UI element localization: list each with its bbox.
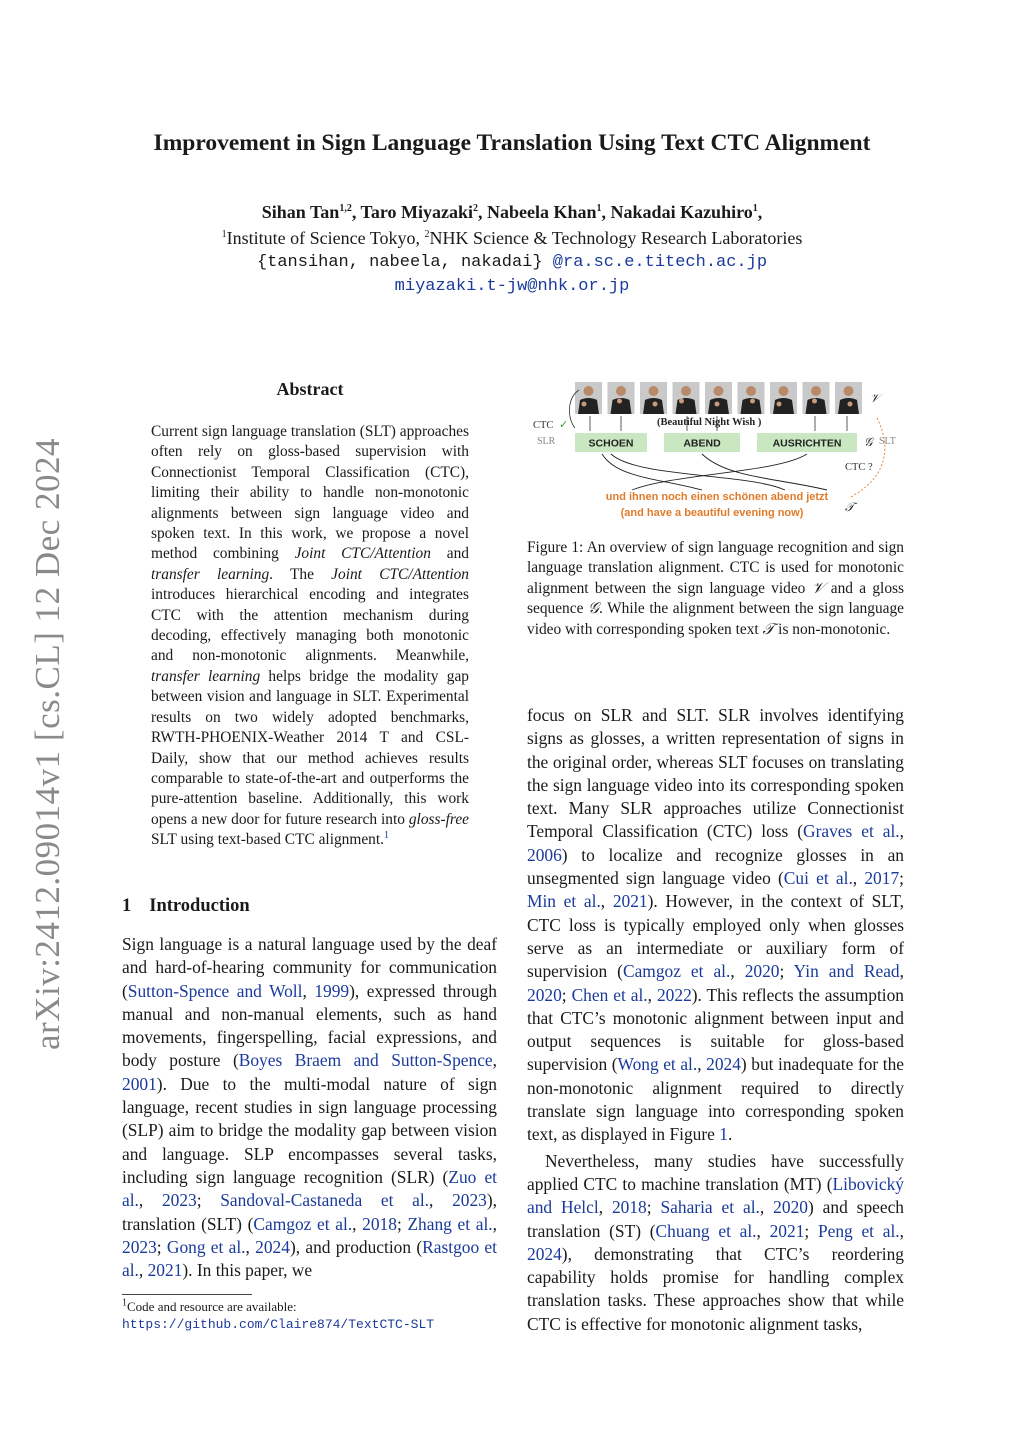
right-column-body xyxy=(527,704,904,1336)
author-sep: , xyxy=(601,202,611,222)
video-frame-strip xyxy=(575,382,862,414)
email-line-1 xyxy=(0,253,1024,272)
english-translation: (and have a beautiful evening now) xyxy=(620,507,804,519)
author-affil-mark: 1 xyxy=(596,203,602,214)
citation-link[interactable]: Wong et al. xyxy=(617,1054,698,1075)
citation-link[interactable]: 2006 xyxy=(527,844,562,865)
citation-link[interactable]: 2024 xyxy=(706,1054,741,1075)
arxiv-stamp: arXiv:2412.09014v1 [cs.CL] 12 Dec 2024 xyxy=(28,438,67,1050)
footnote-rule xyxy=(122,1294,252,1295)
section-title: Introduction xyxy=(149,896,250,916)
footnote-mark: 1 xyxy=(122,1297,127,1309)
citation-link[interactable]: 2021 xyxy=(147,1260,183,1281)
citation-link[interactable]: 2021 xyxy=(769,1220,805,1241)
citation-link[interactable]: 2018 xyxy=(611,1197,647,1218)
citation-link[interactable]: Boyes Braem and Sutton-Spence xyxy=(238,1050,493,1071)
citation-link[interactable]: 1999 xyxy=(314,980,350,1001)
citation-link[interactable]: Sutton-Spence and Woll xyxy=(127,980,303,1001)
citation-link[interactable]: 2024 xyxy=(527,1243,562,1264)
citation-link[interactable]: 2020 xyxy=(527,984,562,1005)
citation-link[interactable]: 2017 xyxy=(864,868,900,889)
video-frame xyxy=(738,382,765,414)
affil-mark: 2 xyxy=(424,229,430,240)
german-sentence: und ihnen noch einen schönen abend jetzt xyxy=(605,491,829,503)
citation-link[interactable]: 2024 xyxy=(255,1236,290,1257)
author-name: Sihan Tan xyxy=(261,202,340,222)
text-symbol: 𝒯 xyxy=(845,500,855,514)
gloss-sequence-symbol: 𝒢 xyxy=(864,435,873,449)
citation-link[interactable]: Chen et al. xyxy=(571,984,648,1005)
author-name: Nakadai Kazuhiro xyxy=(610,202,753,222)
citation-link[interactable]: 2020 xyxy=(744,961,780,982)
video-frame xyxy=(673,382,700,414)
section-number: 1 xyxy=(122,896,132,916)
author-affil-mark: 2 xyxy=(473,203,479,214)
author-name: Taro Miyazaki xyxy=(360,202,474,222)
alignment-curves xyxy=(602,418,885,498)
check-icon: ✓ xyxy=(559,418,569,431)
footnote xyxy=(122,1298,502,1333)
citation-link[interactable]: 2001 xyxy=(122,1073,157,1094)
svg-text:SCHOEN: SCHOEN xyxy=(588,437,634,450)
figure-english-gloss: (Beautiful Night Wish ) xyxy=(657,417,762,428)
affil-inst: Institute of Science Tokyo, xyxy=(226,228,425,248)
gloss-box-3 xyxy=(757,433,857,452)
author-sep: , xyxy=(478,202,488,222)
citation-link[interactable]: Min et al. xyxy=(527,891,601,912)
code-url-link[interactable]: https://github.com/Claire874/TextCTC-SLT xyxy=(122,1317,435,1332)
paragraph: Nevertheless, many studies have successfully applied CTC to machine translation (MT) (Libovický and Helcl, 2018; Saharia et al., 2020) and speech translation (ST) (Chuang et al., 2021; Peng et al., 2024), demonstrating that CTC’s reordering capability holds promise for handling complex translation tasks. These approaches show that while CTC is effective for monotonic alignment tasks, xyxy=(527,1150,904,1334)
author-affil-mark: 1,2 xyxy=(339,203,352,214)
section-heading-introduction xyxy=(122,896,250,917)
citation-link[interactable]: Camgoz et al. xyxy=(253,1213,353,1234)
citation-link[interactable]: Camgoz et al. xyxy=(622,961,731,982)
gloss-box-2 xyxy=(664,433,740,452)
paragraph: focus on SLR and SLT. SLR involves identifying signs as glosses, a written representation of signs in the original order, whereas SLT focuses on translating the sign language video into its corresponding spoken text. Many SLR approaches utilize Connectionist Temporal Classification (CTC) loss (Graves et al., 2006) to localize and recognize glosses in an unsegmented sign language video (Cui et al., 2017; Min et al., 2021). However, in the context of SLT, CTC loss is typically employed only when glosses serve as an intermediate or auxiliary form of supervision (Camgoz et al., 2020; Yin and Read, 2020; Chen et al., 2022). This reflects the assumption that CTC’s monotonic alignment between input and output sequences is suitable for gloss-based supervision (Wong et al., 2024) but inadequate for the non-monotonic alignment required to directly translate sign language into corresponding spoken text, as displayed in Figure 1. xyxy=(527,705,905,1145)
citation-link[interactable]: Libovický and Helcl xyxy=(527,1173,904,1218)
author-affil-mark: 1 xyxy=(752,203,758,214)
citation-link[interactable]: Peng et al. xyxy=(817,1220,900,1241)
email-line-2 xyxy=(0,277,1024,296)
footnote-mark-link[interactable]: 1 xyxy=(384,830,389,841)
video-frame xyxy=(640,382,667,414)
affil-inst: NHK Science & Technology Research Laboratories xyxy=(429,228,803,248)
footnote-text: Code and resource are available: xyxy=(127,1299,297,1314)
email-names: {tansihan, nabeela, nakadai} xyxy=(256,253,553,272)
citation-link[interactable]: Gong et al. xyxy=(166,1236,246,1257)
svg-text:ABEND: ABEND xyxy=(683,437,721,450)
citation-link[interactable]: Graves et al. xyxy=(803,821,900,842)
citation-link[interactable]: 2023 xyxy=(122,1236,157,1257)
citation-link[interactable]: Yin and Read xyxy=(793,961,900,982)
citation-link[interactable]: Rastgoo et al. xyxy=(122,1236,497,1281)
citation-link[interactable]: 2022 xyxy=(656,984,692,1005)
figure-1 xyxy=(527,378,907,528)
abstract-heading: Abstract xyxy=(276,379,344,399)
citation-link[interactable]: 2020 xyxy=(773,1197,808,1218)
video-frame xyxy=(770,382,797,414)
author-sep: , xyxy=(351,202,361,222)
affiliations xyxy=(0,228,1024,249)
abstract-body: Current sign language translation (SLT) approaches often rely on gloss-based supervision with Connectionist Temporal Classification (CTC), limiting their ability to handle non-monotonic alignments between sign language video and spoken text. In this work, we propose a novel method combining Joint CTC/Attention and transfer learning. The Joint CTC/Attention introduces hierarchical encoding and integrates CTC with the attention mechanism during decoding, effectively managing both monotonic and non-monotonic alignments. Meanwhile, transfer learning helps bridge the modality gap between vision and language in SLT. Experimental results on two widely adopted benchmarks, RWTH-PHOENIX-Weather 2014 T and CSL-Daily, show that our method achieves results comparable to state-of-the-art and outperforms the pure-attention baseline. Additionally, this work opens a new door for future research into gloss-free SLT using text-based CTC alignment.$^1$ xyxy=(151,423,469,849)
paper-title: Improvement in Sign Language Translation Using Text CTC Alignment xyxy=(153,130,871,156)
intro-body: Sign language is a natural language used by the deaf and hard-of-hearing community for communication (Sutton-Spence and Woll, 1999), expressed through manual and non-manual elements, such as hand movements, fingerspelling, facial expressions, and body posture (Boyes Braem and Sutton-Spence, 2001). Due to the multi-modal nature of sign language, recent studies in sign language processing (SLP) aim to bridge the modality gap between vision and language. SLP encompasses several tasks, including sign language recognition (SLR) (Zuo et al., 2023; Sandoval-Castaneda et al., 2023), translation (SLT) (Camgoz et al., 2018; Zhang et al., 2023; Gong et al., 2024), and production (Rastgoo et al., 2021). In this paper, we xyxy=(122,934,497,1281)
video-frame xyxy=(608,382,635,414)
author-name: Nabeela Khan xyxy=(487,202,597,222)
citation-link[interactable]: 2021 xyxy=(612,891,648,912)
video-frame xyxy=(575,382,602,414)
citation-link[interactable]: 2018 xyxy=(362,1213,397,1234)
gloss-box-1 xyxy=(575,433,647,452)
ctc-label: CTC xyxy=(533,420,554,431)
citation-link[interactable]: Chuang et al. xyxy=(655,1220,757,1241)
citation-link[interactable]: Sandoval-Castaneda et al. xyxy=(220,1190,430,1211)
slt-label: SLT xyxy=(879,436,896,447)
slr-label: SLR xyxy=(537,436,556,447)
citation-link[interactable]: Cui et al. xyxy=(783,868,853,889)
video-symbol: 𝒱 xyxy=(870,391,880,405)
author-list xyxy=(0,202,1024,223)
email-domain-link[interactable]: @ra.sc.e.titech.ac.jp xyxy=(552,253,768,272)
video-frame xyxy=(835,382,862,414)
figure-ref-link[interactable]: 1 xyxy=(719,1124,728,1145)
figure-caption: Figure 1: An overview of sign language recognition and sign language translation alignment. CTC is used for monotonic alignment between the sign language video 𝒱 and a gloss sequence 𝒢. While the alignment between the sign language video with corresponding spoken text 𝒯 is non-monotonic. xyxy=(527,539,905,638)
svg-text:AUSRICHTEN: AUSRICHTEN xyxy=(772,437,842,450)
citation-link[interactable]: Saharia et al. xyxy=(660,1197,760,1218)
author-sep: , xyxy=(757,202,763,222)
citation-link[interactable]: Zhang et al. xyxy=(407,1213,493,1234)
video-frame xyxy=(803,382,830,414)
ctc-question-label: CTC ? xyxy=(845,462,873,473)
email-link[interactable]: miyazaki.t-jw@nhk.or.jp xyxy=(394,277,630,296)
video-frame xyxy=(705,382,732,414)
citation-link[interactable]: 2023 xyxy=(161,1190,197,1211)
citation-link[interactable]: 2023 xyxy=(452,1190,487,1211)
affil-mark: 1 xyxy=(221,229,227,240)
citation-link[interactable]: Zuo et al. xyxy=(122,1166,497,1211)
